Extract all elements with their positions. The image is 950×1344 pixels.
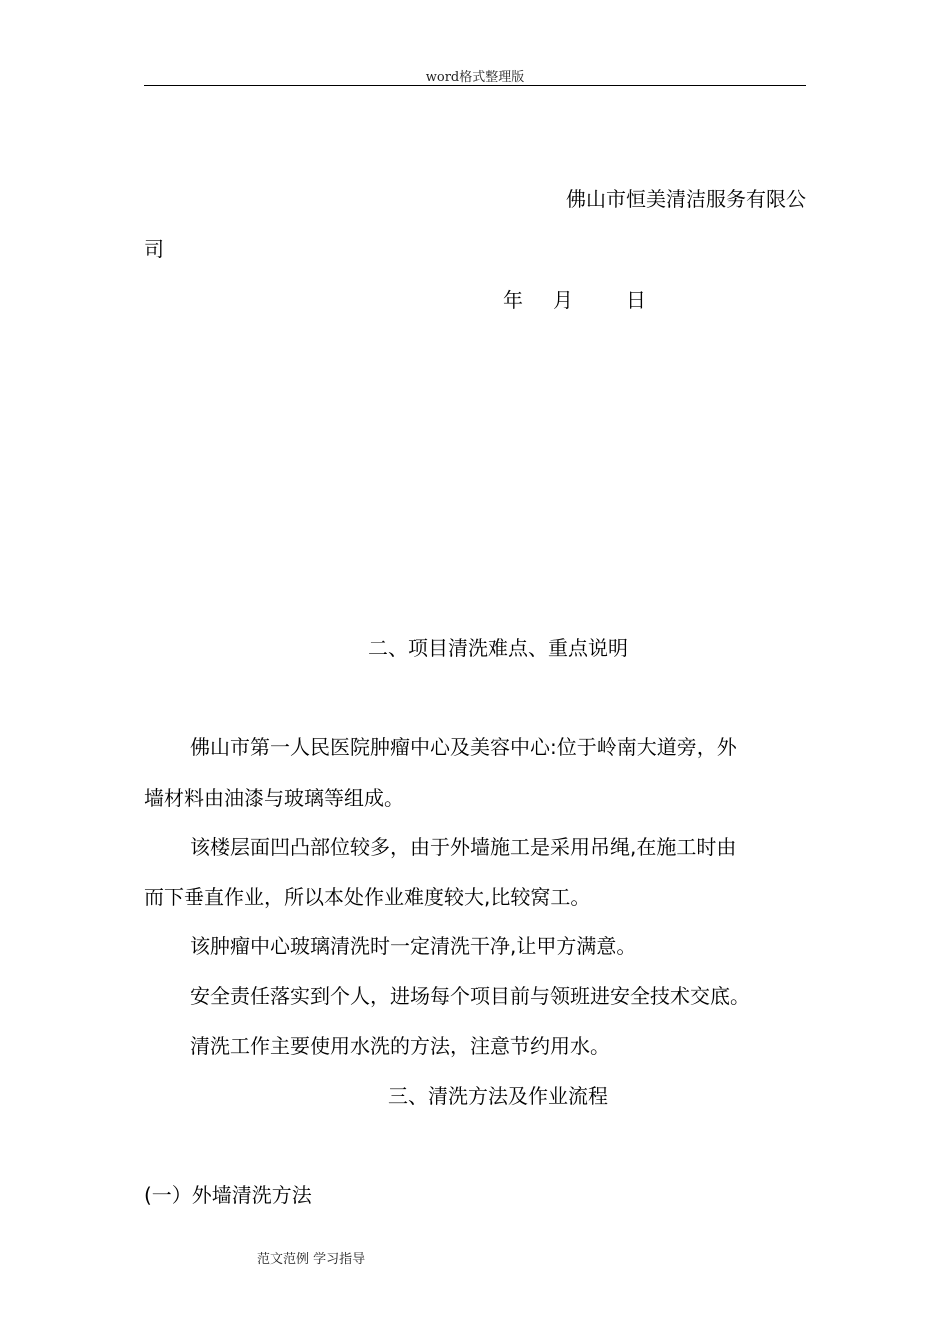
page-footer: 范文范例 学习指导 (257, 1252, 366, 1267)
section2-p1-line1: 佛山市第一人民医院肿瘤中心及美容中心:位于岭南大道旁，外 (190, 735, 737, 759)
section3-subheading: (一）外墙清洗方法 (144, 1183, 312, 1207)
section2-p5: 清洗工作主要使用水洗的方法，注意节约用水。 (190, 1034, 610, 1058)
date-day: 日 (626, 288, 646, 312)
date-year: 年 (503, 288, 523, 312)
date-month: 月 (553, 288, 573, 312)
header-rule (144, 85, 806, 86)
section2-p2-line1: 该楼层面凹凸部位较多，由于外墙施工是采用吊绳,在施工时由 (190, 835, 737, 859)
section2-p2-line2: 而下垂直作业，所以本处作业难度较大,比较窝工。 (144, 885, 591, 909)
page-header: word格式整理版 (425, 70, 525, 85)
section2-title: 二、项目清洗难点、重点说明 (368, 636, 628, 660)
section2-p4: 安全责任落实到个人，进场每个项目前与领班进安全技术交底。 (190, 984, 750, 1008)
signature-company-line1: 佛山市恒美清洁服务有限公 (566, 187, 806, 211)
signature-company-line2: 司 (144, 237, 164, 261)
section2-p1-line2: 墙材料由油漆与玻璃等组成。 (144, 786, 404, 810)
section2-p3: 该肿瘤中心玻璃清洗时一定清洗干净,让甲方满意。 (190, 934, 637, 958)
section3-title: 三、清洗方法及作业流程 (388, 1084, 608, 1108)
